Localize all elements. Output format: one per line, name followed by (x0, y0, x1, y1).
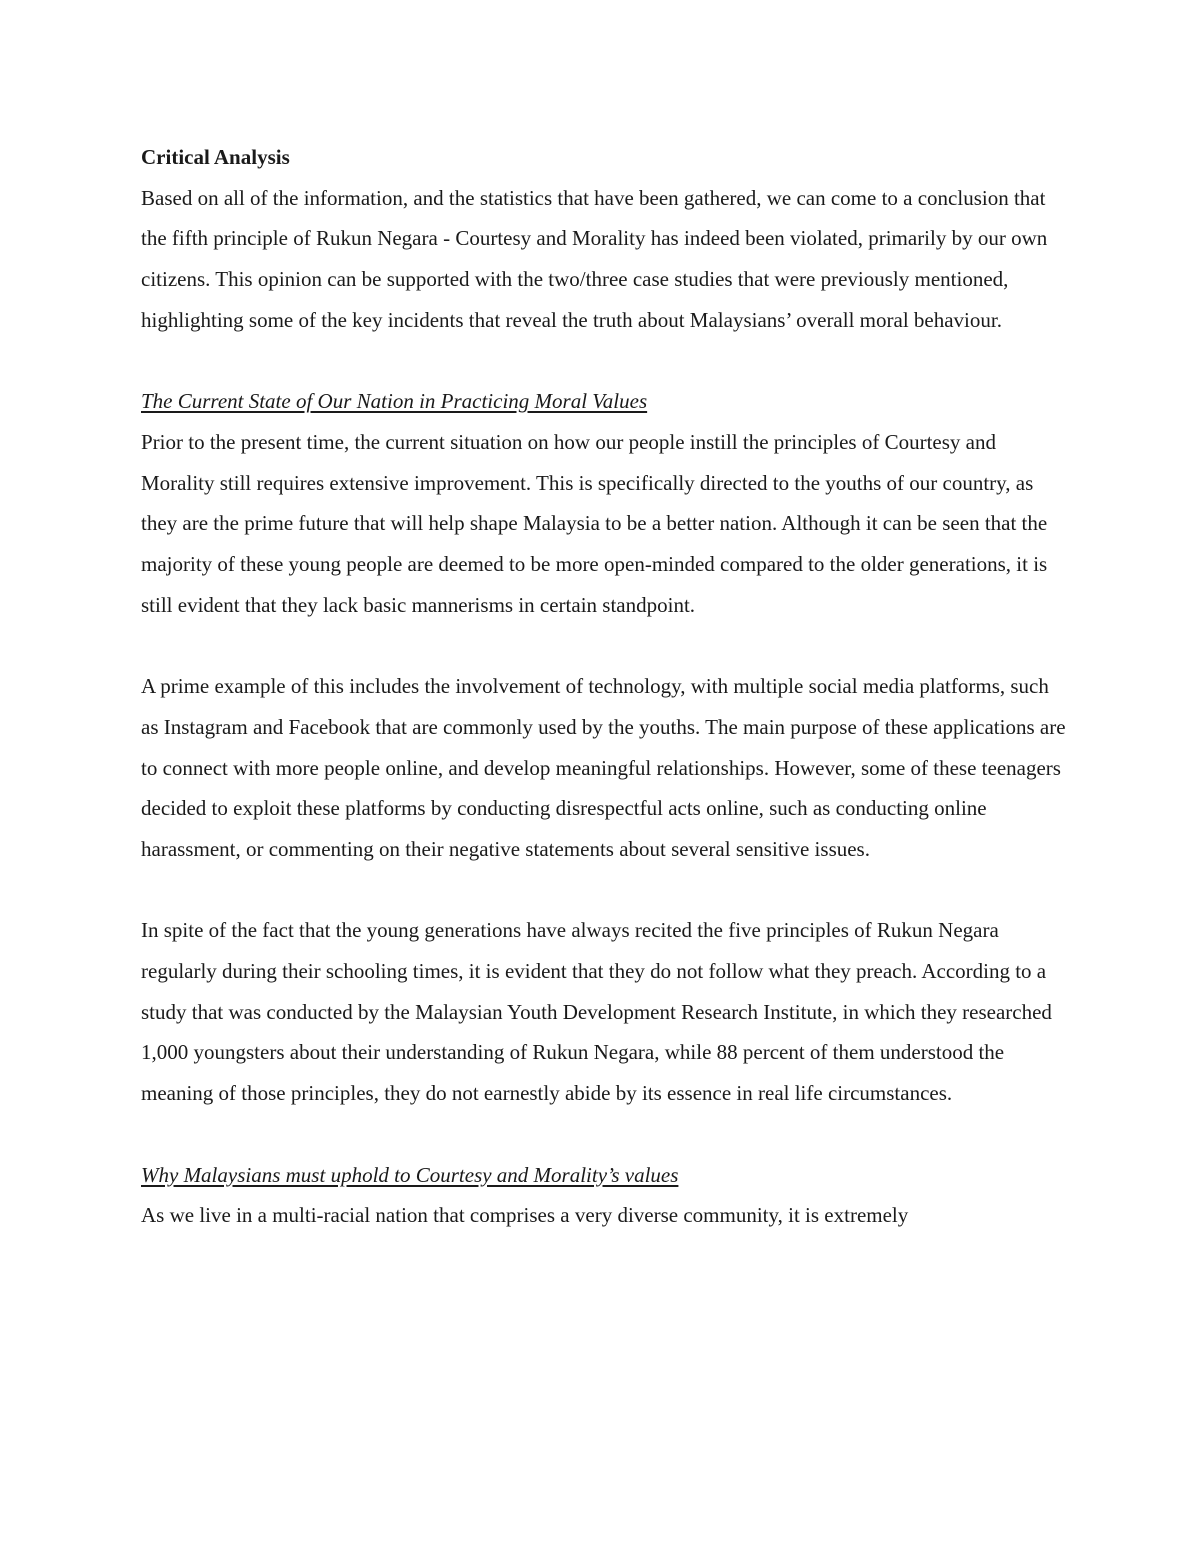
section-title-why-uphold: Why Malaysians must uphold to Courtesy and Morality’s values (141, 1162, 679, 1187)
paragraph-spacer (141, 870, 1071, 911)
section2-paragraph: As we live in a multi-racial nation that comprises a very diverse community, it is extremely (141, 1203, 909, 1228)
document-body (141, 137, 1071, 1236)
section-title-current-state: The Current State of Our Nation in Practicing Moral Values (141, 389, 648, 414)
paragraph-spacer (141, 625, 1071, 666)
paragraph-spacer (141, 1114, 1071, 1155)
paragraph-spacer (141, 341, 1071, 382)
intro-paragraph: Based on all of the information, and the statistics that have been gathered, we can come to a conclusion that the fifth principle of Rukun Negara - Courtesy and Morality has indeed been violated, primarily by our own citizens. This opinion can be supported with the two/three case studies that were previously mentioned, highlighting some of the key incidents that reveal the truth about Malaysians’ overall moral behaviour. (141, 185, 1048, 332)
page-heading: Critical Analysis (141, 145, 290, 169)
section1-paragraph: Prior to the present time, the current situation on how our people instill the principles of Courtesy and Morality still requires extensive improvement. This is specifically directed to the youths of our country, as they are the prime future that will help shape Malaysia to be a better nation. Although it can be seen that the majority of these young people are deemed to be more open-minded compared to the older generations, it is still evident that they lack basic mannerisms in certain standpoint. (141, 429, 1048, 617)
section1-paragraph: In spite of the fact that the young generations have always recited the five principles of Rukun Negara regularly during their schooling times, it is evident that they do not follow what they preach. According to a study that was conducted by the Malaysian Youth Development Research Institute, in which they researched 1,000 youngsters about their understanding of Rukun Negara, while 88 percent of them understood the meaning of those principles, they do not earnestly abide by its essence in real life circumstances. (141, 918, 1052, 1106)
section1-paragraph: A prime example of this includes the involvement of technology, with multiple social media platforms, such as Instagram and Facebook that are commonly used by the youths. The main purpose of these applications are to connect with more people online, and develop meaningful relationships. However, some of these teenagers decided to exploit these platforms by conducting disrespectful acts online, such as conducting online harassment, or commenting on their negative statements about several sensitive issues. (141, 674, 1066, 861)
